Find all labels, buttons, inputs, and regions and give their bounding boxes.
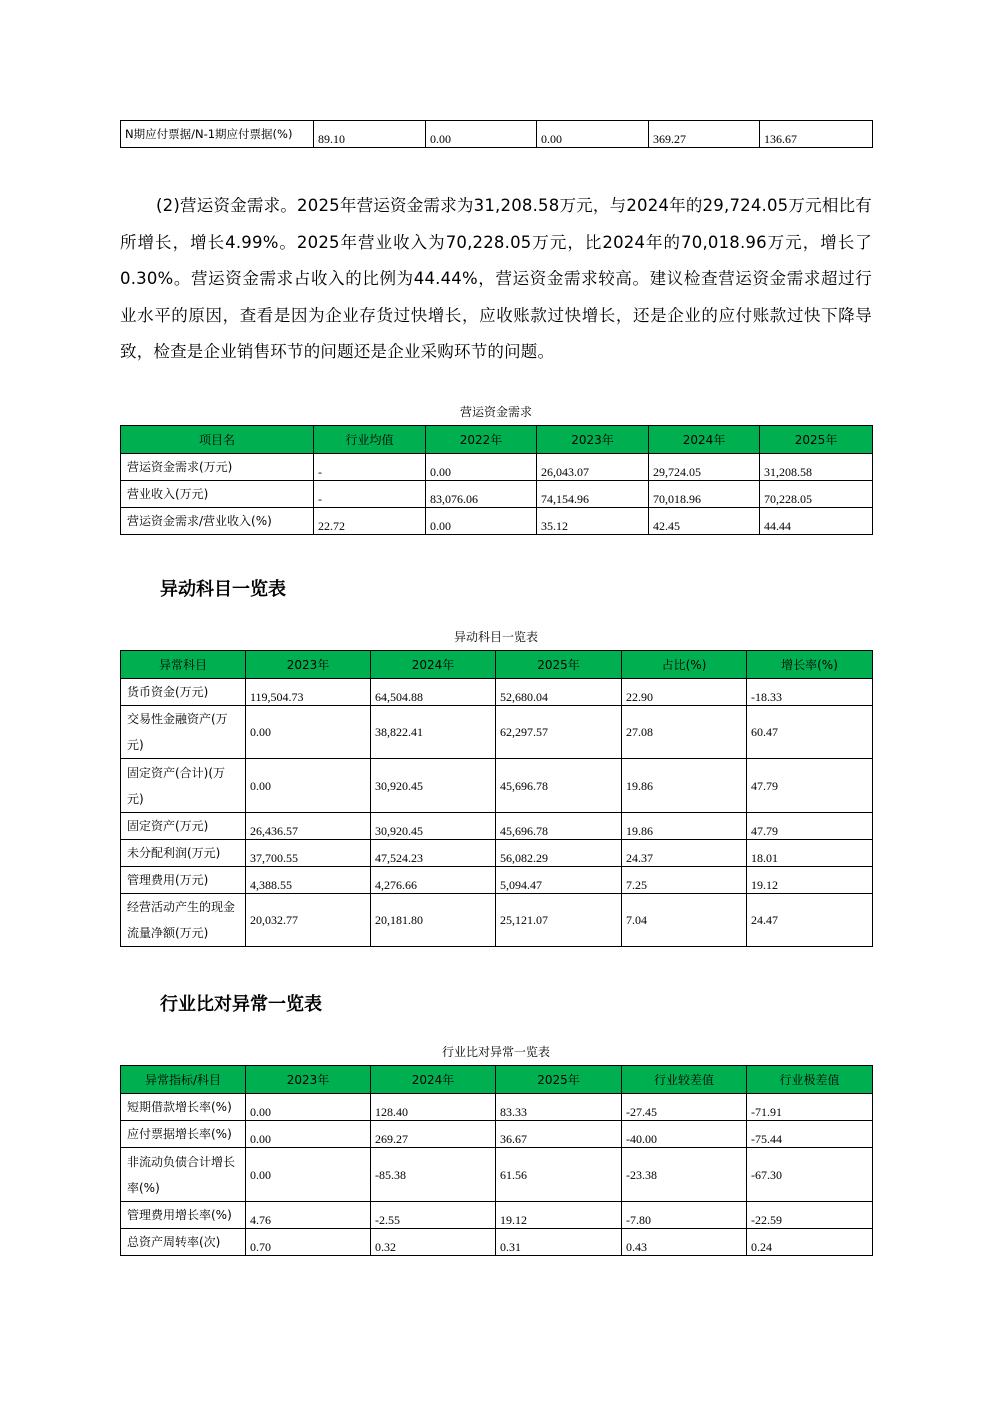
row-label: 货币资金(万元) <box>121 679 246 706</box>
cell: 7.25 <box>622 867 747 894</box>
cell: 47,524.23 <box>371 840 496 867</box>
cell: -71.91 <box>747 1094 873 1121</box>
cell: 18.01 <box>747 840 873 867</box>
cell: -7.80 <box>622 1202 747 1229</box>
cell: 369.27 <box>649 121 760 148</box>
cell: 47.79 <box>747 813 873 840</box>
row-label: 应付票据增长率(%) <box>121 1121 246 1148</box>
cell: 24.47 <box>747 894 873 947</box>
cell: 24.37 <box>622 840 747 867</box>
cell: -27.45 <box>622 1094 747 1121</box>
table-row <box>121 813 873 840</box>
cell: 269.27 <box>371 1121 496 1148</box>
cell: -75.44 <box>747 1121 873 1148</box>
table-row <box>121 481 873 508</box>
column-header: 2022年 <box>426 426 537 454</box>
column-header: 行业极差值 <box>747 1066 873 1094</box>
cell: 89.10 <box>314 121 426 148</box>
cell: 0.00 <box>246 1148 371 1202</box>
cell: 0.00 <box>426 121 537 148</box>
row-label: 总资产周转率(次) <box>121 1229 246 1256</box>
cell: -40.00 <box>622 1121 747 1148</box>
column-header: 行业较差值 <box>622 1066 747 1094</box>
table-header-row <box>121 1066 873 1094</box>
anomaly-heading: 异动科目一览表 <box>160 579 286 600</box>
column-header: 2023年 <box>246 1066 371 1094</box>
cell: -67.30 <box>747 1148 873 1202</box>
cell: 83.33 <box>496 1094 622 1121</box>
cell: - <box>314 481 426 508</box>
cell: 0.00 <box>537 121 649 148</box>
cell: 42.45 <box>649 508 760 535</box>
cell: 62,297.57 <box>496 706 622 759</box>
row-label: 经营活动产生的现金流量净额(万元) <box>121 894 246 947</box>
cell: 56,082.29 <box>496 840 622 867</box>
row-label: 非流动负债合计增长率(%) <box>121 1148 246 1202</box>
cell: 30,920.45 <box>371 813 496 840</box>
cell: 60.47 <box>747 706 873 759</box>
cell: 0.00 <box>246 1094 371 1121</box>
table-row <box>121 840 873 867</box>
cell: 70,228.05 <box>760 481 873 508</box>
table-row <box>121 894 873 947</box>
anomaly-table <box>120 650 873 947</box>
cell: 0.00 <box>246 1121 371 1148</box>
cell: 119,504.73 <box>246 679 371 706</box>
cell: 0.00 <box>426 508 537 535</box>
row-label: 营业收入(万元) <box>121 481 314 508</box>
cell: 7.04 <box>622 894 747 947</box>
column-header: 2025年 <box>496 651 622 679</box>
row-label: 管理费用(万元) <box>121 867 246 894</box>
cell: - <box>314 454 426 481</box>
cell: -18.33 <box>747 679 873 706</box>
row-label: N期应付票据/N-1期应付票据(%) <box>121 121 314 148</box>
column-header: 异常科目 <box>121 651 246 679</box>
cell: -22.59 <box>747 1202 873 1229</box>
row-label: 管理费用增长率(%) <box>121 1202 246 1229</box>
table-row <box>121 679 873 706</box>
table-row <box>121 759 873 813</box>
cell: 136.67 <box>760 121 873 148</box>
column-header: 2025年 <box>760 426 873 454</box>
cell: 20,181.80 <box>371 894 496 947</box>
row-label: 未分配利润(万元) <box>121 840 246 867</box>
column-header: 2023年 <box>246 651 371 679</box>
cell: 0.31 <box>496 1229 622 1256</box>
cell: 0.00 <box>246 706 371 759</box>
cell: 29,724.05 <box>649 454 760 481</box>
cell: 31,208.58 <box>760 454 873 481</box>
cell: 26,043.07 <box>537 454 649 481</box>
cell: 25,121.07 <box>496 894 622 947</box>
cell: 45,696.78 <box>496 759 622 813</box>
row-label: 固定资产(合计)(万元) <box>121 759 246 813</box>
cell: 22.72 <box>314 508 426 535</box>
cell: 47.79 <box>747 759 873 813</box>
cell: 0.43 <box>622 1229 747 1256</box>
table-header-row <box>121 651 873 679</box>
table-header-row <box>121 426 873 454</box>
column-header: 异常指标/科目 <box>121 1066 246 1094</box>
cell: 4,388.55 <box>246 867 371 894</box>
table-row <box>121 1121 873 1148</box>
cell: 30,920.45 <box>371 759 496 813</box>
cell: 37,700.55 <box>246 840 371 867</box>
cell: 27.08 <box>622 706 747 759</box>
cell: 35.12 <box>537 508 649 535</box>
cell: 52,680.04 <box>496 679 622 706</box>
cell: 83,076.06 <box>426 481 537 508</box>
anomaly-caption: 异动科目一览表 <box>453 630 538 644</box>
table-row <box>121 867 873 894</box>
cell: 36.67 <box>496 1121 622 1148</box>
cell: -23.38 <box>622 1148 747 1202</box>
analysis-paragraph: (2)营运资金需求。2025年营运资金需求为31,208.58万元，与2024年的29,724.05万元相比有所增长，增长4.99%。2025年营业收入为70,228.05万元，比2024年的70,018.96万元，增长了0.30%。营运资金需求占收入的比例为44.44%，营运资金需求较高。建议检查营运资金需求超过行业水平的原因，查看是因为企业存货过快增长，应收账款过快增长，还是企业的应付账款过快下降导致，检查是企业销售环节的问题还是企业采购环节的问题。 <box>120 196 872 361</box>
table-row <box>121 1202 873 1229</box>
column-header: 项目名 <box>121 426 314 454</box>
cell: -2.55 <box>371 1202 496 1229</box>
cell: 74,154.96 <box>537 481 649 508</box>
cell: 64,504.88 <box>371 679 496 706</box>
cell: 38,822.41 <box>371 706 496 759</box>
column-header: 2024年 <box>371 1066 496 1094</box>
column-header: 2024年 <box>371 651 496 679</box>
column-header: 占比(%) <box>622 651 747 679</box>
table-row <box>121 454 873 481</box>
working-capital-caption: 营运资金需求 <box>459 405 532 419</box>
working-capital-table <box>120 425 873 535</box>
cell: 61.56 <box>496 1148 622 1202</box>
industry-table <box>120 1065 873 1256</box>
column-header: 行业均值 <box>314 426 426 454</box>
cell: 0.00 <box>426 454 537 481</box>
column-header: 增长率(%) <box>747 651 873 679</box>
table-row <box>121 706 873 759</box>
table-row <box>121 1148 873 1202</box>
cell: 44.44 <box>760 508 873 535</box>
table-row <box>121 1094 873 1121</box>
industry-caption: 行业比对异常一览表 <box>441 1045 550 1059</box>
column-header: 2024年 <box>649 426 760 454</box>
cell: 22.90 <box>622 679 747 706</box>
cell: 4.76 <box>246 1202 371 1229</box>
column-header: 2023年 <box>537 426 649 454</box>
cell: -85.38 <box>371 1148 496 1202</box>
cell: 19.86 <box>622 759 747 813</box>
row-label: 短期借款增长率(%) <box>121 1094 246 1121</box>
cell: 5,094.47 <box>496 867 622 894</box>
cell: 19.86 <box>622 813 747 840</box>
cell: 0.70 <box>246 1229 371 1256</box>
column-header: 2025年 <box>496 1066 622 1094</box>
top-table <box>120 120 873 148</box>
row-label: 交易性金融资产(万元) <box>121 706 246 759</box>
row-label: 营运资金需求(万元) <box>121 454 314 481</box>
cell: 0.24 <box>747 1229 873 1256</box>
cell: 45,696.78 <box>496 813 622 840</box>
cell: 19.12 <box>496 1202 622 1229</box>
cell: 19.12 <box>747 867 873 894</box>
cell: 26,436.57 <box>246 813 371 840</box>
cell: 20,032.77 <box>246 894 371 947</box>
cell: 4,276.66 <box>371 867 496 894</box>
cell: 70,018.96 <box>649 481 760 508</box>
row-label: 营运资金需求/营业收入(%) <box>121 508 314 535</box>
table-row <box>121 508 873 535</box>
cell: 0.00 <box>246 759 371 813</box>
row-label: 固定资产(万元) <box>121 813 246 840</box>
industry-heading: 行业比对异常一览表 <box>160 994 322 1015</box>
cell: 0.32 <box>371 1229 496 1256</box>
table-row <box>121 1229 873 1256</box>
cell: 128.40 <box>371 1094 496 1121</box>
table-row <box>121 121 873 148</box>
